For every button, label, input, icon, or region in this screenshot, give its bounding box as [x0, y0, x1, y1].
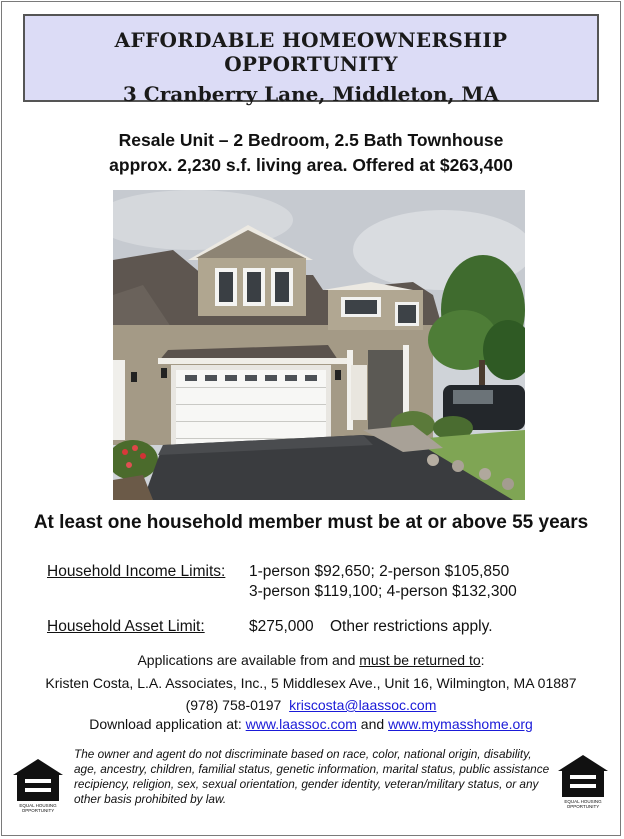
unit-price-line: approx. 2,230 s.f. living area. Offered at $263,400 [109, 155, 513, 175]
asset-limit-note: Other restrictions apply. [330, 618, 493, 635]
download-prefix: Download application at: [89, 716, 246, 732]
applications-return-text: must be returned to [359, 652, 481, 668]
equal-housing-icon [11, 757, 65, 813]
equal-housing-icon [556, 753, 610, 809]
nondiscrimination-disclaimer: The owner and agent do not discriminate based on race, color, national origin, disability, age, ancestry, children, familial status, genetic information, marital status, public assistance recipiency, religion, sex, sexual orientation, gender identity, veteran/military status, or any other basis prohibited by law. [74, 747, 550, 806]
applications-intro-text: Applications are available from and [137, 652, 360, 668]
contact-phone-email [0, 697, 622, 713]
income-limits-label: Household Income Limits: [47, 563, 226, 580]
equal-housing-caption: EQUAL HOUSING OPPORTUNITY [564, 799, 602, 809]
applications-intro-colon: : [480, 652, 485, 668]
income-limits-line1: 1-person $92,650; 2-person $105,850 [249, 563, 510, 580]
contact-phone: (978) 758-0197 [185, 697, 282, 713]
income-limits-line2: 3-person $119,100; 4-person $132,300 [249, 583, 517, 600]
asset-limit-value: $275,000 [249, 618, 314, 635]
contact-email-link[interactable]: kriscosta@laassoc.com [289, 697, 437, 713]
contact-address: Kristen Costa, L.A. Associates, Inc., 5 Middlesex Ave., Unit 16, Wilmington, MA 01887 [45, 675, 577, 691]
equal-housing-caption: EQUAL HOUSING OPPORTUNITY [19, 803, 57, 813]
age-requirement: At least one household member must be at or above 55 years [33, 512, 589, 533]
property-address: 3 Cranberry Lane, Middleton, MA [122, 82, 500, 106]
laassoc-link[interactable]: www.laassoc.com [245, 716, 357, 732]
applications-intro [0, 652, 622, 668]
page-title: AFFORDABLE HOMEOWNERSHIP OPPORTUNITY [114, 28, 508, 76]
download-and: and [356, 716, 389, 732]
asset-limit-label: Household Asset Limit: [47, 618, 205, 635]
mymasshome-link[interactable]: www.mymasshome.org [388, 716, 533, 732]
unit-description: Resale Unit – 2 Bedroom, 2.5 Bath Townhouse [118, 130, 504, 150]
townhouse-photo [113, 190, 525, 500]
download-line [0, 716, 622, 732]
header-banner [23, 14, 599, 106]
